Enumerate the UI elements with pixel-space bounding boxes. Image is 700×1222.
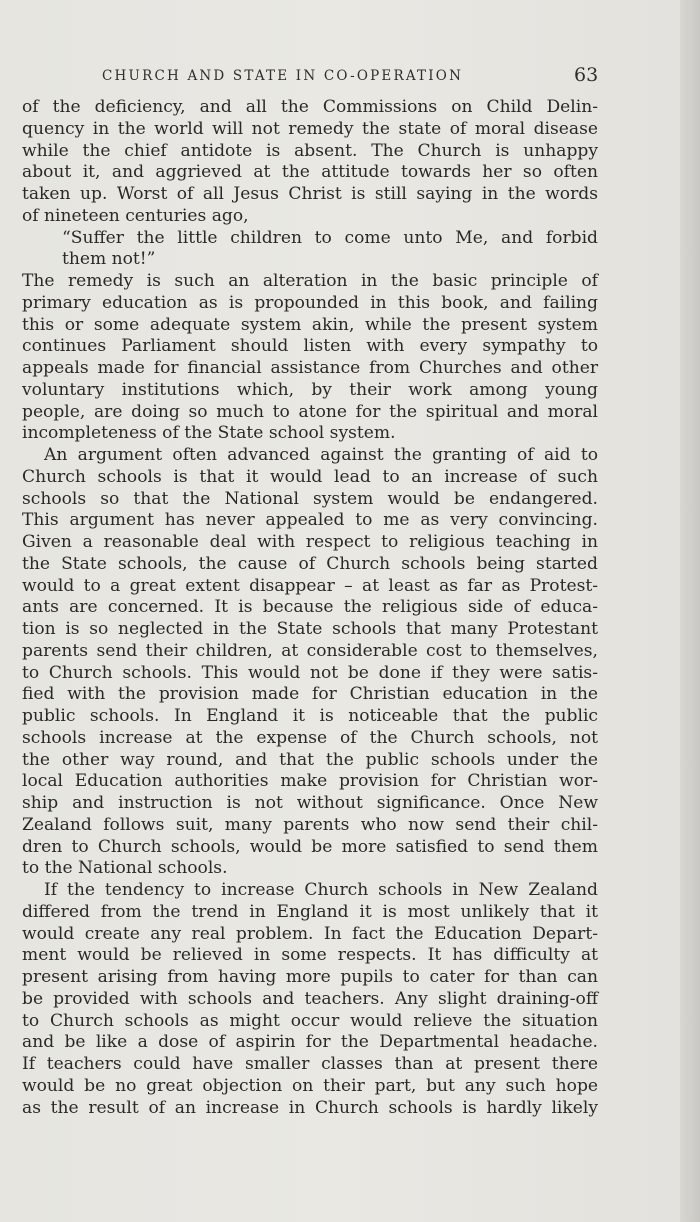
text-line: dren to Church schools, would be more satisfied to send them [22, 836, 598, 857]
text-line: tion is so neglected in the State schools that many Protestant [22, 619, 598, 639]
page-edge [680, 0, 700, 1222]
text-line: ment would be relieved in some respects. It has difficulty at [22, 945, 598, 966]
text-line: would be no great objection on their part, but any such hope [22, 1075, 598, 1096]
text-line: to Church schools. This would not be done if they were satis- [22, 662, 598, 683]
text-line: Church schools is that it would lead to an increase of such [22, 466, 598, 487]
text-line: people, are doing so much to atone for the spiritual and moral [22, 401, 598, 422]
text-line: of nineteen centuries ago, [22, 205, 249, 226]
text-line: the other way round, and that the public schools under the [22, 749, 598, 770]
text-line: Zealand follows suit, many parents who now send their chil- [22, 814, 598, 835]
text-line: voluntary institutions which, by their work among young [22, 379, 598, 400]
text-line: to the National schools. [22, 858, 228, 879]
text-line: quency in the world will not remedy the state of moral disease [22, 118, 598, 139]
text-line: of the deficiency, and all the Commissions on Child Delin- [22, 97, 598, 117]
text-line: while the chief antidote is absent. The Church is unhappy [22, 140, 598, 161]
body-text [22, 97, 598, 1119]
running-title: CHURCH AND STATE IN CO-OPERATION [102, 68, 464, 84]
text-line: The remedy is such an alteration in the basic principle of [22, 271, 598, 291]
text-line: about it, and aggrieved at the attitude towards her so often [22, 162, 598, 183]
text-line: continues Parliament should listen with every sympathy to [22, 336, 598, 357]
text-line: schools increase at the expense of the Church schools, not [22, 727, 598, 748]
text-line: An argument often advanced against the granting of aid to [44, 445, 598, 465]
text-line: and be like a dose of aspirin for the Departmental headache. [22, 1032, 598, 1053]
text-line: fied with the provision made for Christian education in the [22, 684, 598, 705]
text-line: to Church schools as might occur would relieve the situation [22, 1010, 598, 1031]
text-line: If the tendency to increase Church schools in New Zealand [44, 880, 598, 900]
text-line: differed from the trend in England it is most unlikely that it [22, 901, 598, 922]
text-line: taken up. Worst of all Jesus Christ is still saying in the words [22, 184, 598, 204]
text-line: incompleteness of the State school system. [22, 423, 396, 444]
text-line: Given a reasonable deal with respect to religious teaching in [22, 532, 598, 552]
text-line: If teachers could have smaller classes than at present there [22, 1054, 598, 1074]
text-line: as the result of an increase in Church schools is hardly likely [22, 1097, 598, 1118]
text-line: appeals made for financial assistance from Churches and other [22, 358, 598, 378]
text-line: local Education authorities make provision for Christian wor- [22, 771, 598, 792]
text-line: ship and instruction is not without significance. Once New [22, 793, 598, 813]
text-line: parents send their children, at considerable cost to themselves, [22, 640, 598, 661]
text-line: the State schools, the cause of Church schools being started [22, 553, 598, 574]
text-line: schools so that the National system would be endangered. [22, 488, 598, 509]
page-number: 63 [574, 64, 599, 86]
quotation-line: “Suffer the little children to come unto Me, and forbid [62, 227, 598, 248]
text-line: primary education as is propounded in this book, and failing [22, 292, 598, 313]
quotation-line: them not!” [62, 249, 156, 270]
text-line: This argument has never appealed to me as very convincing. [22, 510, 598, 531]
text-line: would create any real problem. In fact the Education Depart- [22, 923, 598, 944]
text-line: would to a great extent disappear – at least as far as Protest- [22, 575, 598, 596]
text-line: present arising from having more pupils to cater for than can [22, 967, 598, 987]
text-line: be provided with schools and teachers. Any slight draining-off [22, 988, 598, 1009]
text-line: this or some adequate system akin, while the present system [22, 314, 598, 335]
running-head [0, 64, 600, 88]
text-line: ants are concerned. It is because the religious side of educa- [22, 597, 598, 618]
text-line: public schools. In England it is noticeable that the public [22, 706, 598, 726]
